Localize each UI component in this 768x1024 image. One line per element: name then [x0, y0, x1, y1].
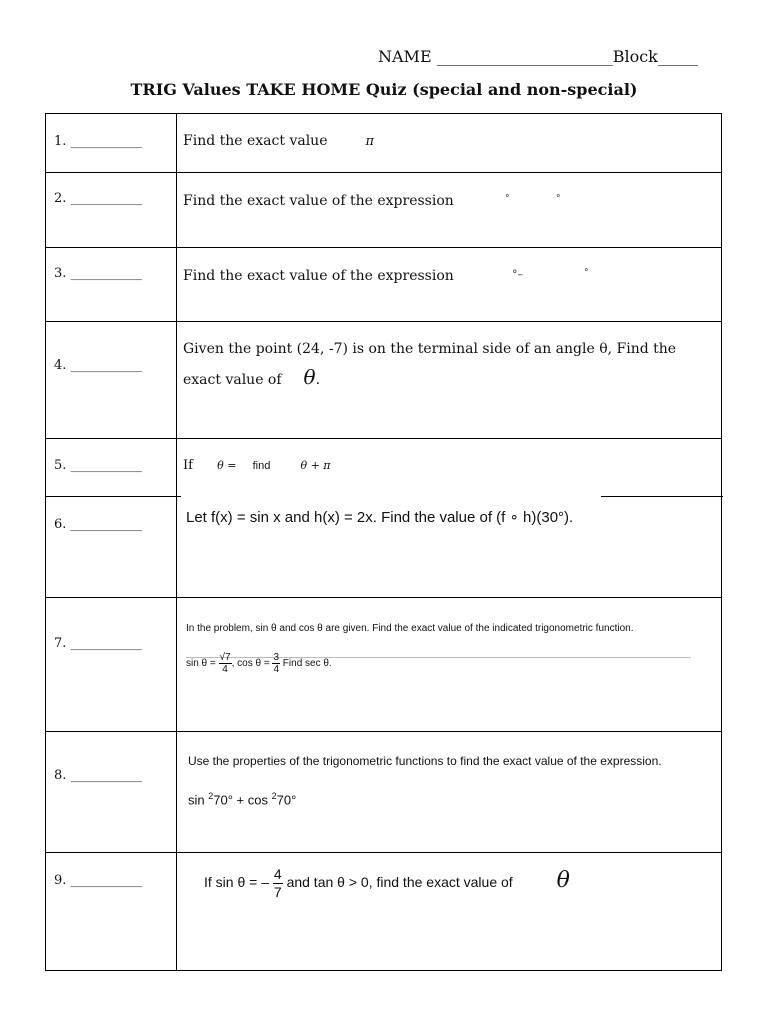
sin-value-fraction: $\frac{4}{7}$: [273, 866, 282, 900]
question-8-expression: sin $^2$70° + cos $^2$70°: [188, 791, 297, 808]
row-divider: [46, 597, 721, 598]
row-divider-partial-right: [601, 496, 723, 497]
answer-row-3[interactable]: 3. ___________: [54, 266, 143, 281]
sin-fraction: $\frac{√7}{4}$: [219, 652, 231, 675]
row-divider-partial-left: [46, 496, 181, 497]
cos-fraction: $\frac{3}{4}$: [273, 652, 280, 675]
answer-row-4[interactable]: 4. ___________: [54, 358, 143, 373]
row-divider: [46, 172, 721, 173]
degree-mark: °: [556, 194, 561, 204]
question-4-line-1: Given the point (24, -7) is on the terminal side of an angle θ, Find the: [183, 341, 677, 357]
question-7-given: sin θ = $\frac{√7}{4}$ , cos θ = $\frac{3}{4}$ Find sec θ.: [186, 652, 332, 675]
name-block-line[interactable]: NAME ______________________Block_____: [378, 47, 698, 66]
row-divider: [46, 731, 721, 732]
row-divider: [46, 438, 721, 439]
page-title: TRIG Values TAKE HOME Quiz (special and non-special): [130, 80, 638, 99]
question-1: Find the exact value π: [183, 133, 375, 149]
expression-fragment: °–: [512, 268, 523, 281]
answer-row-1[interactable]: 1. ___________: [54, 134, 143, 149]
row-divider: [46, 321, 721, 322]
row-divider: [46, 247, 721, 248]
question-4-line-2: exact value of θ.: [183, 365, 321, 389]
answer-row-8[interactable]: 8. ___________: [54, 768, 143, 783]
question-5: If θ = find θ + π: [183, 458, 331, 473]
question-7-prompt: In the problem, sin θ and cos θ are given. Find the exact value of the indicated trigonometric function.: [186, 623, 634, 634]
row-divider: [46, 852, 721, 853]
question-2: Find the exact value of the expression: [183, 193, 454, 209]
degree-mark: °: [584, 268, 589, 278]
answer-row-2[interactable]: 2. ___________: [54, 191, 143, 206]
answer-row-7[interactable]: 7. ___________: [54, 636, 143, 651]
answer-row-5[interactable]: 5. ___________: [54, 458, 143, 473]
question-8-prompt: Use the properties of the trigonometric functions to find the exact value of the expression.: [188, 754, 662, 768]
answer-row-6[interactable]: 6. ___________: [54, 517, 143, 532]
question-9: If sin θ = – $\frac{4}{7}$ and tan θ > 0, find the exact value of θ: [204, 866, 570, 900]
question-6: Let f(x) = sin x and h(x) = 2x. Find the value of (f ∘ h)(30°).: [186, 509, 574, 526]
column-divider: [176, 114, 177, 970]
answer-row-9[interactable]: 9. ___________: [54, 873, 143, 888]
question-3: Find the exact value of the expression: [183, 268, 454, 284]
degree-mark: °: [505, 194, 510, 204]
quiz-table: [45, 113, 722, 971]
